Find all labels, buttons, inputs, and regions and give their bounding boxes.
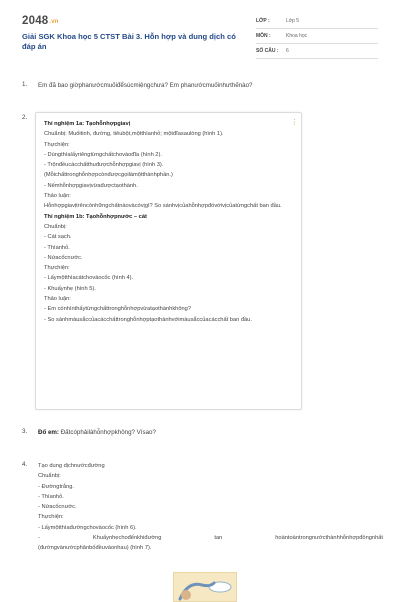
logo-suffix: .vn [49,19,59,25]
experiment-line: - Nứacốcnước. [44,254,83,261]
question-4-justified-line [38,533,383,543]
question-3-label: Đố em: [38,429,59,436]
experiment-heading: Thí nghiệm 1b: Tạohỗnhợpnước – cát [44,213,147,220]
question-3-text [38,428,383,439]
question-4-last-line: (đườngvànướcphânbốđềuvàonhau) (hình 7). [38,545,152,552]
experiment-line: - So sánhmàusắccủacácchấttronghỗnhợptạothànhvớimàusắccủacácchất ban đầu. [44,316,252,323]
question-4-word: Khuấynhẹchođếnkhiđường [92,535,162,542]
question-4-lines [38,461,383,533]
meta-row-subject [256,30,378,44]
meta-row-count [256,45,378,59]
logo-number: 2048 [22,15,49,27]
experiment-line: Thựchiện: [44,141,70,148]
question-4-word: hoàntoàntrongnướcthànhhỗnhợpđồngnhất [275,535,383,542]
question-4-line: Tạo dung dịchnướcđường [38,463,105,469]
page-header [0,0,400,70]
stirring-illustration-icon [174,573,236,601]
experiment-line: Thảo luận: [44,193,71,200]
question-3-body: Đấtcóphảilàhỗnhợpkhông? Vìsao? [60,429,156,436]
vertical-dots-icon[interactable]: ⋮ [291,119,298,126]
question-4-content [38,461,383,554]
question-4-line: Thựchiện: [38,514,64,521]
experiment-line: - Trộnđềucácchấtthuđượchỗnhợpgiavị (hình 3). [44,162,164,169]
experiment-line: Thựchiện: [44,265,70,272]
meta-key: MÔN : [256,33,271,39]
experiment-line: (Mỗichấttronghỗnhợpcònđượcgọilàmộtthànhphần.) [44,172,173,179]
experiment-box-content [44,119,292,325]
experiment-line: - Dùngthìalấyriêngtừngchấtchovàođĩa (hình 2). [44,151,162,158]
experiment-line: - Lấymộtthìacátchovàocốc (hình 4). [44,275,134,282]
experiment-box [35,112,302,410]
meta-key: LỚP : [256,18,270,24]
experiment-line: Hỗnhợpgiavịtrêncónhữngchấtnàovàcóvịgì? So sánhvịcủahỗnhợpđóvớivịcủatừngchất ban đầu. [44,203,282,210]
document-title: Giải SGK Khoa học 5 CTST Bài 3. Hỗn hợp và dung dịch có đáp án [22,32,236,51]
experiment-line: - Khuấynhẹ (hình 5). [44,285,96,292]
meta-value: 6 [286,48,289,54]
experiment-line: Thảo luận: [44,296,71,303]
question-1-text: Em đã bao giờphanướcmuốiđểsúcmiệngchưa? Em phanướcmuốinhưthếnào? [38,82,253,89]
question-4-line: - Nứacốcnước. [38,504,77,511]
question-number: 1. [22,81,28,88]
experiment-line: Chuẩnbị: [44,223,67,230]
question-number: 4. [22,461,28,468]
experiment-heading: Thí nghiệm 1a: Tạohỗnhợpgiavị [44,121,131,127]
question-number: 2. [22,114,28,121]
question-4-word: tan [214,535,223,542]
question-4-line: - Lấymộtthìađườngchovàocốc (hình 6). [38,524,137,531]
experiment-line: - Nếmhỗnhợpgiavịvừađượctạothành. [44,182,138,189]
illustration-image [173,572,237,602]
question-4-line: - Đườngtrắng. [38,483,74,490]
experiment-line: - Em cónhìnthấytừngchấttronghỗnhợpvừatạothànhkhông? [44,306,191,313]
question-4-line: - Thìanhỏ. [38,493,64,500]
question-number: 3. [22,428,28,435]
meta-key: SỐ CÂU : [256,48,279,54]
experiment-line: - Cát sạch. [44,234,72,241]
question-4-line: Chuẩnbị: [38,473,61,480]
meta-value: Khoa học [286,33,308,39]
experiment-line: - Thìanhỏ. [44,244,70,251]
question-4-word: - [38,535,40,542]
experiment-line: Chuẩnbị: Muốitinh, đường, tiêubột,mộtthìanhỏ; mộtđĩasaulòng (hình 1). [44,131,224,138]
meta-value: Lớp 5 [286,18,300,24]
meta-row-class [256,15,378,29]
site-logo[interactable] [22,15,59,27]
